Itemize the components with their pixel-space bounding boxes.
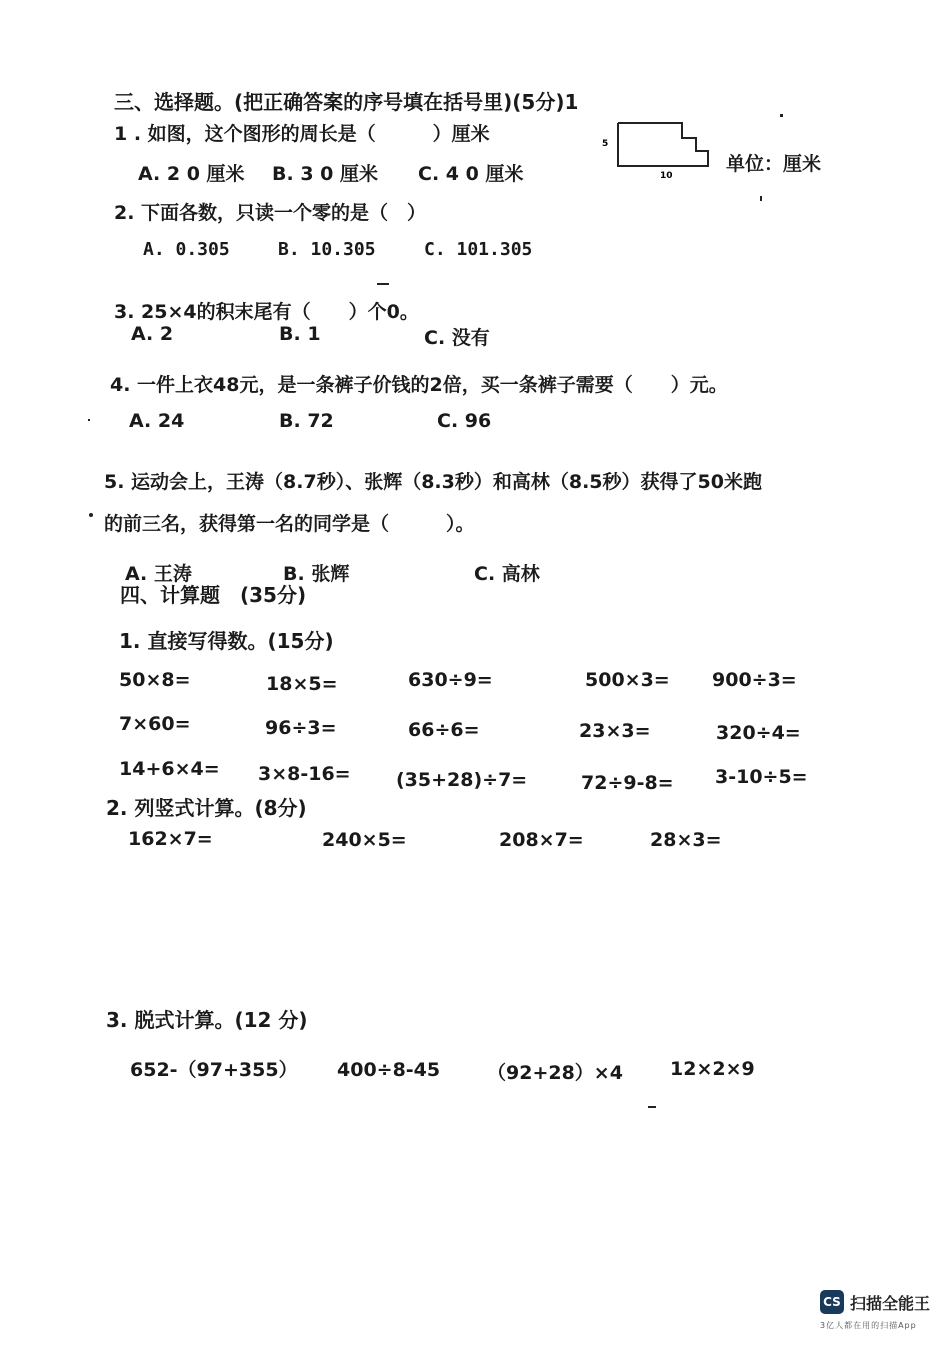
stepwise-calc-item: 652-（97+355） — [130, 1059, 298, 1081]
scanner-watermark — [820, 1290, 935, 1334]
part1-title: 1. 直接写得数。(15分) — [119, 629, 334, 653]
q4-text: 4. 一件上衣48元，是一条裤子价钱的2倍，买一条裤子需要（ ）元。 — [110, 374, 728, 396]
stepwise-calc-item: （92+28）×4 — [487, 1062, 623, 1084]
scan-speck — [780, 114, 783, 117]
q2-option-c: C. 101.305 — [424, 239, 533, 260]
calc-item: 320÷4= — [716, 722, 801, 744]
q1-text: 1 . 如图，这个图形的周长是（ ）厘米 — [114, 123, 490, 145]
calc-item: 18×5= — [266, 673, 338, 695]
calc-item: 66÷6= — [408, 719, 480, 741]
calc-item: 500×3= — [585, 669, 670, 691]
scan-speck — [648, 1106, 656, 1108]
q1-option-b: B. 3 0 厘米 — [272, 163, 378, 185]
section4-title: 四、计算题 (35分) — [120, 583, 307, 607]
q5-line2: 的前三名，获得第一名的同学是（ ）。 — [104, 513, 475, 535]
scan-speck — [89, 513, 93, 517]
scan-speck — [760, 196, 762, 201]
q3-text: 3. 25×4的积末尾有（ ）个0。 — [114, 301, 419, 323]
calc-item: 23×3= — [579, 720, 651, 742]
q3-option-b: B. 1 — [279, 323, 321, 345]
calc-item: 72÷9-8= — [581, 772, 674, 794]
section3-title: 三、选择题。(把正确答案的序号填在括号里)(5分)1 — [114, 90, 579, 114]
part3-title: 3. 脱式计算。(12 分) — [106, 1008, 308, 1032]
calc-item: 50×8= — [119, 669, 191, 691]
stray-mark — [377, 283, 389, 285]
q5-option-a: A. 王涛 — [125, 563, 192, 585]
q4-option-a: A. 24 — [129, 410, 185, 432]
q4-option-c: C. 96 — [437, 410, 492, 432]
scanner-app-name: 扫描全能王 — [850, 1294, 931, 1313]
stepwise-calc-item: 12×2×9 — [670, 1058, 755, 1080]
q2-option-a: A. 0.305 — [143, 239, 230, 260]
scanner-logo-icon: CS — [820, 1290, 844, 1314]
q5-line1: 5. 运动会上，王涛（8.7秒）、张辉（8.3秒）和高林（8.5秒）获得了50米跑 — [104, 471, 762, 493]
q2-text: 2. 下面各数，只读一个零的是（ ） — [114, 202, 427, 224]
vertical-calc-item: 208×7= — [499, 829, 584, 851]
calc-item: 3-10÷5= — [715, 766, 808, 788]
q4-option-b: B. 72 — [279, 410, 334, 432]
staircase-shape — [618, 123, 708, 166]
vertical-calc-item: 240×5= — [322, 829, 407, 851]
part2-title: 2. 列竖式计算。(8分) — [106, 796, 307, 820]
fig-height-label: 5 — [602, 139, 609, 149]
calc-item: 3×8-16= — [258, 763, 351, 785]
stepwise-calc-item: 400÷8-45 — [337, 1059, 441, 1081]
q2-option-b: B. 10.305 — [278, 239, 376, 260]
q1-option-a: A. 2 0 厘米 — [138, 163, 245, 185]
calc-item: 96÷3= — [265, 717, 337, 739]
fig-width-label: 10 — [660, 171, 673, 181]
calc-item: 14+6×4= — [119, 758, 220, 780]
staircase-shape-figure — [600, 118, 720, 184]
calc-item: 7×60= — [119, 713, 191, 735]
scanner-tagline: 3亿人都在用的扫描App — [820, 1321, 917, 1330]
q1-unit-label: 单位：厘米 — [726, 153, 822, 175]
scan-speck — [88, 419, 90, 421]
calc-item: 630÷9= — [408, 669, 493, 691]
q5-option-b: B. 张辉 — [283, 563, 350, 585]
q3-option-a: A. 2 — [131, 323, 174, 345]
vertical-calc-item: 162×7= — [128, 828, 213, 850]
q1-option-c: C. 4 0 厘米 — [418, 163, 524, 185]
q5-option-c: C. 高林 — [474, 563, 540, 585]
calc-item: (35+28)÷7= — [396, 769, 528, 791]
vertical-calc-item: 28×3= — [650, 829, 722, 851]
calc-item: 900÷3= — [712, 669, 797, 691]
q3-option-c: C. 没有 — [424, 327, 490, 349]
